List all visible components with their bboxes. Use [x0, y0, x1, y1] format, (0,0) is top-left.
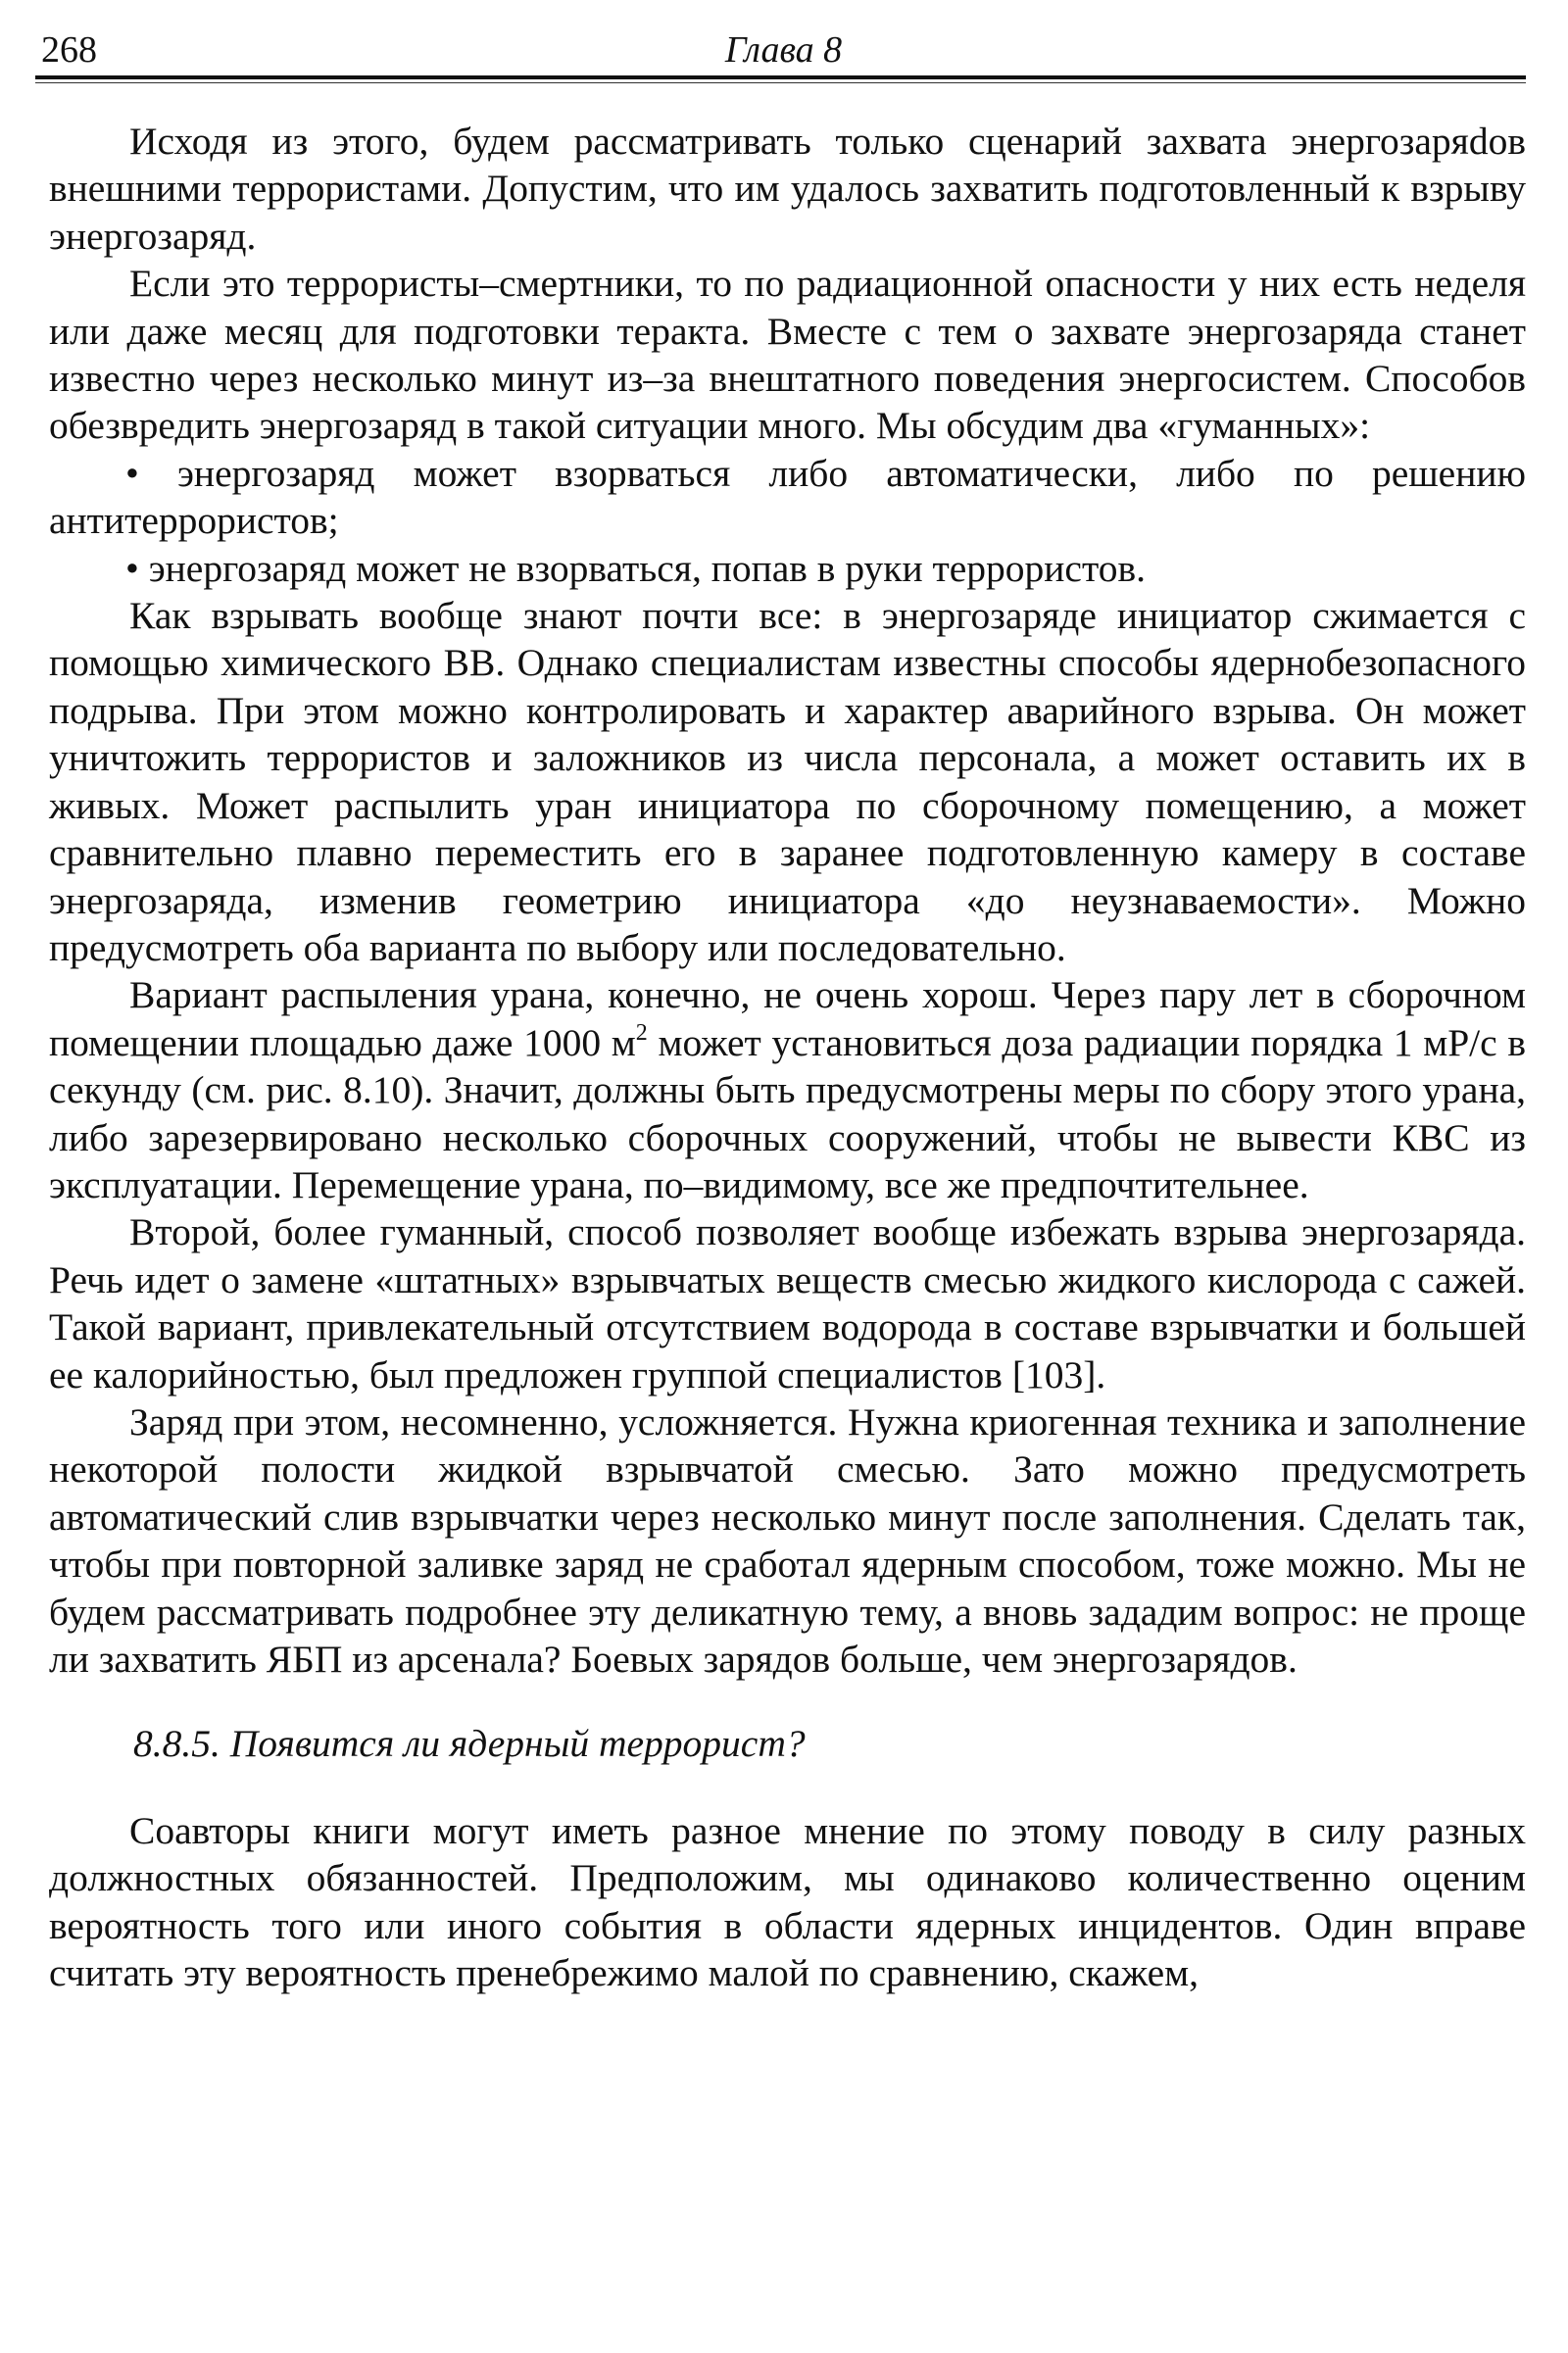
bullet-item: • энергозаряд может взорваться либо автоматически, либо по решению антитеррористов; [49, 451, 1526, 543]
bullet-item: • энергозаряд может не взорваться, попав в руки террористов. [125, 546, 1146, 590]
section-heading: 8.8.5. Появится ли ядерный террорист? [133, 1722, 806, 1766]
paragraph: Соавторы книги могут иметь разное мнение по этому поводу в силу разных должностных обязанностей. Предположим, мы одинаково количественно оценим вероятность того или иного события в области ядерных инцидентов. Один вправе считать эту вероятность пренебрежимо малой по сравнению, скажем, [49, 1808, 1526, 1995]
paragraph-part: может установиться доза радиации порядка 1 мР/с в секунду (см. рис. 8.10). Значит, должны быть предусмотрены меры по сбору этого урана, либо зарезервировано несколько сборочных сооружений, чтобы не вывести КВС из эксплуатации. Перемещение урана, по–видимому, все же предпочтительнее. [49, 1020, 1527, 1206]
paragraph: Если это террористы–смертники, то по радиационной опасности у них есть неделя или даже месяц для подготовки теракта. Вместе с тем о захвате энергозаряда станет известно через несколько минут из–за внештатного поведения энергосистем. Способов обезвредить энергозаряд в такой ситуации много. Мы обсудим два «гуманных»: [49, 262, 1526, 448]
paragraph [49, 971, 1526, 1208]
page-number: 268 [41, 29, 97, 71]
body-text [49, 118, 1526, 1996]
paragraph: Второй, более гуманный, способ позволяет вообще избежать взрыва энергозаряда. Речь идет о замене «штатных» взрывчатых веществ смесью жидкого кислорода с сажей. Такой вариант, привлекательный отсутствием водорода в составе взрывчатки и большей ее калорийностью, был предложен группой специалистов [103]. [49, 1210, 1526, 1397]
running-head-chapter: Глава 8 [724, 29, 843, 71]
superscript: 2 [635, 1019, 648, 1046]
paragraph: Исходя из этого, будем рассматривать только сценарий захвата энергозаряdов внешними террористами. Допустим, что им удалось захватить подготовленный к взрыву энергозаряд. [49, 120, 1526, 258]
paragraph: Заряд при этом, несомненно, усложняется. Нужна криогенная техника и заполнение некоторой полости жидкой взрывчатой смесью. Зато можно предусмотреть автоматический слив взрывчатки через несколько минут после заполнения. Сделать так, чтобы при повторной заливке заряд не сработал ядерным способом, тоже можно. Мы не будем рассматривать подробнее эту деликатную тему, а вновь зададим вопрос: не проще ли захватить ЯБП из арсенала? Боевых зарядов больше, чем энергозарядов. [49, 1399, 1526, 1681]
page-header [41, 29, 1526, 78]
paragraph-part: Вариант распыления урана, конечно, не очень хорош. Через пару лет в сборочном помещении площадью даже 1000 м [49, 973, 1526, 1064]
paragraph: Как взрывать вообще знают почти все: в энергозаряде инициатор сжимается с помощью химического ВВ. Однако специалистам известны способы ядернобезопасного подрыва. При этом можно контролировать и характер аварийного взрыва. Он может уничтожить террористов и заложников из числа персонала, а может оставить их в живых. Может распылить уран инициатора по сборочному помещению, а может сравнительно плавно переместить его в заранее подготовленную камеру в составе энергозаряда, изменив геометрию инициатора «до неузнаваемости». Можно предусмотреть оба варианта по выбору или последовательно. [49, 594, 1526, 969]
header-rule-thin [35, 82, 1526, 83]
header-rule-thick [35, 75, 1526, 79]
